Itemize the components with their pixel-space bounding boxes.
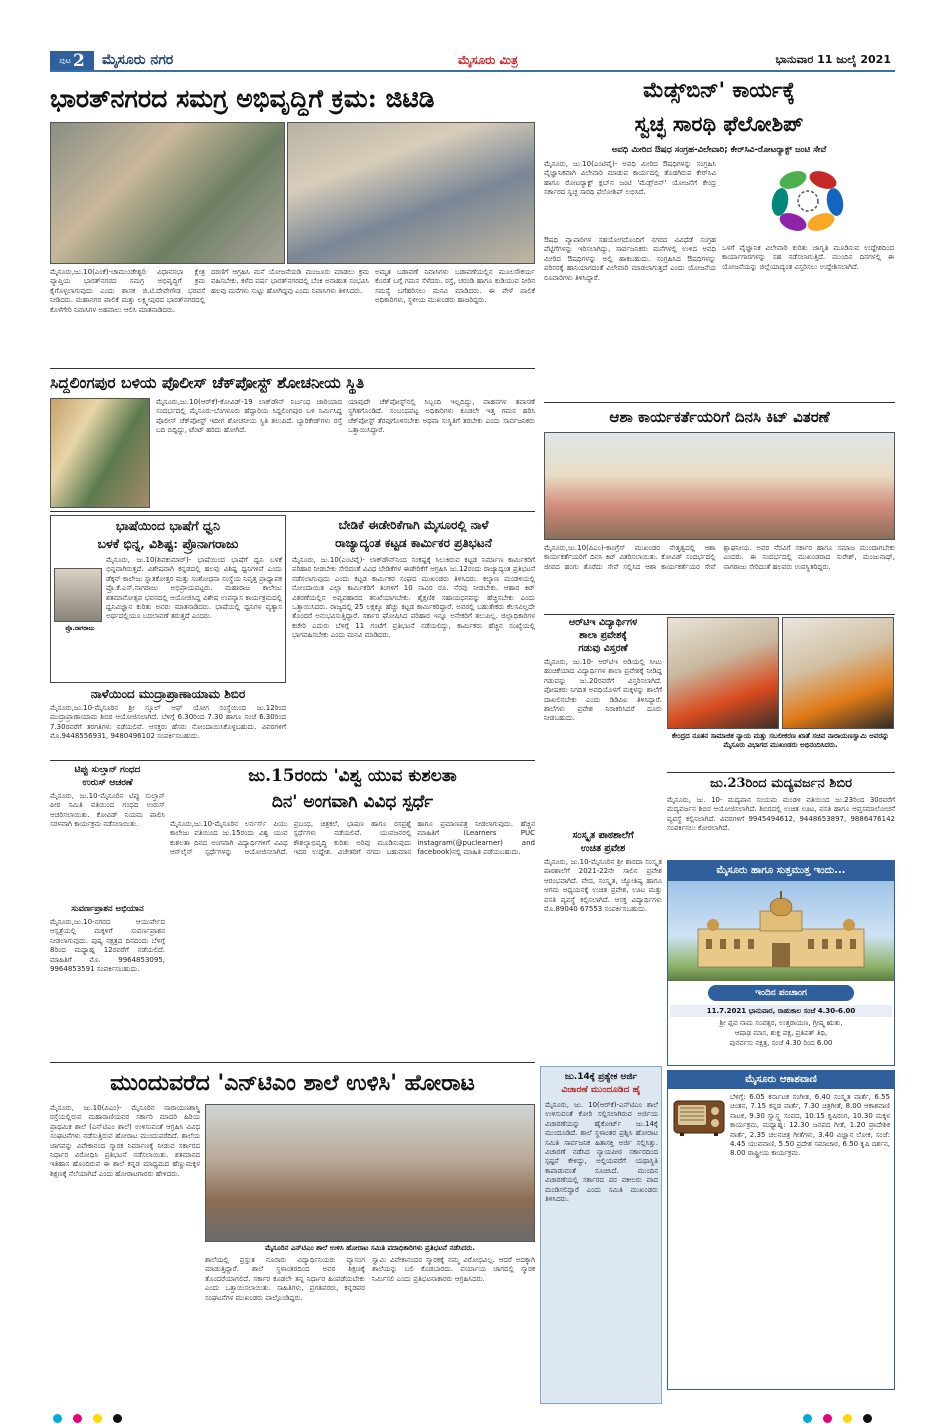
a3-box bbox=[50, 515, 286, 683]
a16-photo bbox=[205, 1104, 535, 1242]
a16-photo-caption: ಮೈಸೂರಿನ ಎನ್‌ಟಿಎಂ ಶಾಲೆ ಉಳಿಸಿ ಹೋರಾಟ ಸಮಿತಿ ಪದಾಧಿಕಾರಿಗಳು ಪ್ರತಿಭಟನೆ ನಡೆಸಿದರು. bbox=[265, 1244, 475, 1252]
a4-body: ಮೈಸೂರು,ಜು.10-ಮೈಸೂರಿನ ಶ್ರೀ ಸ್ಕೂಲ್ ಆಫ್ ಯೋಗ ಸಂಸ್ಥೆಯಿಂದ ಜು.12ರಿಂದ ಮುದ್ರಾಪ್ರಾಣಾಯಾಮ ಶಿಬಿರ ಆಯೋಜಿಸಲಾಗಿದೆ. ಬೆಳಿಗ್ಗೆ 6.30ರಿಂದ 7.30 ಹಾಗೂ ಸಂಜೆ 6.30ರಿಂದ 7.30ರವರೆಗೆ ತರಗತಿಗಳು ನಡೆಯಲಿವೆ. ಆಸಕ್ತರು ಹೆಸರು ನೋಂದಾಯಿಸಿಕೊಳ್ಳಬಹುದು. ವಿವರಗಳಿಗೆ ಮೊ.9448556931, 9480496102 ಸಂಪರ್ಕಿಸಬಹುದು. bbox=[50, 704, 286, 741]
a3-photo-caption: ಪ್ರೊ.ನಾಗರಾಜು bbox=[65, 625, 95, 632]
divider bbox=[50, 511, 535, 512]
divider bbox=[544, 402, 895, 403]
magenta-dot bbox=[73, 1414, 82, 1423]
radio-icon bbox=[672, 1095, 726, 1137]
a10-body: ಮೈಸೂರು, ಜು. 10- ಮದ್ಯಪಾನ ಸಂಯಮ ಮಂಡಳಿ ವತಿಯಿಂದ ಜು.23ರಿಂದ 30ರವರೆಗೆ ಮದ್ಯವರ್ಜನ ಶಿಬಿರ ಆಯೋಜಿಸಲಾಗಿದೆ. ಶಿಬಿರದಲ್ಲಿ ಉಚಿತ ಊಟ, ವಸತಿ ಹಾಗೂ ಆಪ್ತಸಮಾಲೋಚನೆ ವ್ಯವಸ್ಥೆ ಕಲ್ಪಿಸಲಾಗಿದೆ. ವಿವರಗಳಿಗೆ 9945494612, 9448653897, 9886476142 ಸಂಪರ್ಕಿಸಲು ಕೋರಲಾಗಿದೆ. bbox=[667, 796, 895, 833]
a7-body: ಮೈಸೂರು,ಜು.10(ಪಿಎಂ)-ಕಾಂಗ್ರೆಸ್ ಮುಖಂಡರ ನೇತೃತ್ವದಲ್ಲಿ ಆಶಾ ಕಾರ್ಯಕರ್ತೆಯರಿಗೆ ದಿನಸಿ ಕಿಟ್ ವಿತರಿಸಲಾಯಿತು. ಕೋವಿಡ್ ಸಂದರ್ಭದಲ್ಲಿ ಜೀವದ ಹಂಗು ತೊರೆದು ಸೇವೆ ಸಲ್ಲಿಸಿದ ಆಶಾ ಕಾರ್ಯಕರ್ತೆಯರ ಸೇವೆ ಶ್ಲಾಘನೀಯ. ಅವರ ನೆರವಿಗೆ ಸರ್ಕಾರ ಹಾಗೂ ಸಮಾಜ ಮುಂದಾಗಬೇಕು ಎಂದರು. ಈ ಸಂದರ್ಭದಲ್ಲಿ ಮುಖಂಡರಾದ ಸುರೇಶ್, ಮಂಜುನಾಥ್, ನಾಗರಾಜು ಸೇರಿದಂತೆ ಹಲವರು ಉಪಸ್ಥಿತರಿದ್ದರು. bbox=[544, 544, 895, 571]
a17-box bbox=[540, 1066, 662, 1404]
today-box bbox=[667, 860, 895, 1066]
a9-photo-right bbox=[782, 617, 894, 729]
a17-headline-l1: ಜು.14ಕ್ಕೆ ಪ್ರತ್ಯೇಕ ಅರ್ಜಿ bbox=[564, 1072, 638, 1082]
a3-portrait bbox=[54, 568, 102, 622]
divider bbox=[667, 772, 895, 773]
a3-headline-l2: ಬಳಕೆ ಭಿನ್ನ, ವಿಶಿಷ್ಟ: ಪ್ರೊನಾಗರಾಜು bbox=[97, 536, 239, 551]
a8-body: ಮೈಸೂರು, ಜು.10- ಆರ್‌ಟಿಇ ಅಡಿಯಲ್ಲಿ ಸೀಟು ಹಂಚಿಕೆಯಾದ ವಿದ್ಯಾರ್ಥಿಗಳ ಶಾಲಾ ಪ್ರವೇಶಕ್ಕೆ ನೀಡಿದ್ದ ಗಡುವನ್ನು ಜು.20ರವರೆಗೆ ವಿಸ್ತರಿಸಲಾಗಿದೆ. ಪೋಷಕರು ನಿಗದಿತ ಅವಧಿಯೊಳಗೆ ಮಕ್ಕಳನ್ನು ಶಾಲೆಗೆ ದಾಖಲಿಸಬೇಕು ಎಂದು ಡಿಡಿಪಿಐ ತಿಳಿಸಿದ್ದಾರೆ. ಶಾಲೆಗಳು ಪ್ರವೇಶ ನಿರಾಕರಿಸಿದರೆ ದೂರು ನೀಡಬಹುದು. bbox=[544, 658, 662, 723]
section-title: ಮೈಸೂರು ನಗರ bbox=[102, 52, 174, 68]
radio-set-icon bbox=[672, 1095, 726, 1137]
a17-headline-l2: ವಿಚಾರಣೆ ಮುಂದೂಡಿದ ಹೈ bbox=[561, 1085, 641, 1095]
registration-dots-left bbox=[50, 1408, 125, 1418]
a6-body-col1: ಮೈಸೂರು, ಜು.10(ಎಂಟಿವೈ)- ಅವಧಿ ಮೀರಿದ ಔಷಧಿಗಳನ್ನು ಸಂಗ್ರಹಿಸಿ ವೈಜ್ಞಾನಿಕವಾಗಿ ವಿಲೇವಾರಿ ಮಾಡುವ ಕಾರ್ಯದಲ್ಲಿ ತೊಡಗಿರುವ ಕೇರ್‌ಸಿವಿ ಹಾಗೂ ರೋಟರ್‍ಯಾಕ್ಟ್ ಕ್ಲಬ್‌ನ ಜಂಟಿ 'ಮೆಡ್ಸ್‌ಬಿನ್' ಯೋಜನೆಗೆ ಕೇಂದ್ರ ಸರ್ಕಾರದ ಸ್ವಚ್ಛ ಸಾರಥಿ ಫೆಲೋಶಿಪ್ ಲಭಿಸಿದೆ. bbox=[544, 160, 716, 197]
page-number: 2 bbox=[72, 50, 85, 71]
a8-headline-l3: ಗಡುವು ವಿಸ್ತರಣೆ bbox=[578, 643, 628, 654]
page-date: ಭಾನುವಾರ 11 ಜುಲೈ 2021 bbox=[775, 53, 891, 66]
a1-photo-left bbox=[50, 122, 285, 264]
panchanga-line3: ಆಷಾಢ ಮಾಸ, ಶುಕ್ಲ ಪಕ್ಷ, ಪ್ರತಿಪತ್ ತಿಥಿ, bbox=[734, 1029, 828, 1037]
page-label: ಪುಟ bbox=[59, 55, 71, 65]
divider bbox=[50, 368, 535, 369]
a10-headline: ಜು.23ರಿಂದ ಮದ್ಯವರ್ಜನ ಶಿಬಿರ bbox=[710, 776, 852, 791]
a11-body2: ಮೈಸೂರು,ಜು.10-ನಗರದ ಆಯುರ್ವೇದ ಆಸ್ಪತ್ರೆಯಲ್ಲಿ ಮಕ್ಕಳಿಗೆ ಸುವರ್ಣಪ್ರಾಶನ ನೀಡಲಾಗುವುದು. ಪುಷ್ಯ ನಕ್ಷತ್ರದ ದಿನದಂದು ಬೆಳಿಗ್ಗೆ 8ರಿಂದ ಮಧ್ಯಾಹ್ನ 12ರವರೆಗೆ ನಡೆಯಲಿದೆ. ಮಾಹಿತಿಗೆ ಮೊ. 9964853095, 9964853591 ಸಂಪರ್ಕಿಸಬಹುದು. bbox=[50, 918, 165, 974]
magenta-dot bbox=[823, 1414, 832, 1423]
a1-headline: ಭಾರತ್‌ನಗರದ ಸಮಗ್ರ ಅಭಿವೃದ್ಧಿಗೆ ಕ್ರಮ: ಜಿಟಿಡಿ bbox=[50, 84, 435, 113]
black-dot bbox=[113, 1414, 122, 1423]
registration-dots-right bbox=[800, 1408, 875, 1418]
divider bbox=[50, 1062, 535, 1063]
a17-body: ಮೈಸೂರು, ಜು. 10(ಆರ್‌ಕೆ)-ಎನ್‌ಟಿಎಂ ಶಾಲೆ ಉಳಿಸುವಂತೆ ಕೋರಿ ಸಲ್ಲಿಸಲಾಗಿರುವ ಅರ್ಜಿಯ ವಿಚಾರಣೆಯನ್ನು ಹೈಕೋರ್ಟ್ ಜು.14ಕ್ಕೆ ಮುಂದೂಡಿದೆ. ಶಾಲೆ ಸ್ಥಳಾಂತರ ಪ್ರಶ್ನಿಸಿ ಹೋರಾಟ ಸಮಿತಿ ಸಾರ್ವಜನಿಕ ಹಿತಾಸಕ್ತಿ ಅರ್ಜಿ ಸಲ್ಲಿಸಿತ್ತು. ವಿಚಾರಣೆ ನಡೆಸಿದ ನ್ಯಾಯಪೀಠ ಸರ್ಕಾರದಿಂದ ಸ್ಪಷ್ಟನೆ ಕೇಳಿದ್ದು, ಅಲ್ಲಿಯವರೆಗೆ ಯಥಾಸ್ಥಿತಿ ಕಾಪಾಡುವಂತೆ ಸೂಚಿಸಿದೆ. ಮುಂದಿನ ವಿಚಾರಣೆಯಲ್ಲಿ ಸರ್ಕಾರದ ಪರ ವಕೀಲರು ವಾದ ಮಂಡಿಸಲಿದ್ದಾರೆ ಎಂದು ಸಮಿತಿ ಮುಖಂಡರು ತಿಳಿಸಿದರು. bbox=[545, 1101, 658, 1204]
a7-photo bbox=[544, 432, 895, 540]
recycle-leaves-icon bbox=[733, 162, 883, 236]
a6-subhead: ಅವಧಿ ಮೀರಿದ ಔಷಧ ಸಂಗ್ರಹ-ವಿಲೇವಾರಿ; ಕೇರ್‌ಸಿವಿ-ರೋಟರ್‍ಯಾಕ್ಟ್ ಜಂಟಿ ಸೇವೆ bbox=[611, 145, 827, 155]
a6-logo bbox=[722, 160, 894, 238]
a2-photo bbox=[50, 398, 150, 508]
a11-subhead: ಸುವರ್ಣಪ್ರಾಶನ ಅಭಿಯಾನ bbox=[71, 904, 144, 914]
a6-body-col2: ಔಷಧಿ ವ್ಯಾಪಾರಿಗಳ ಸಹಯೋಗದೊಂದಿಗೆ ನಗರದ ವಿವಿಧೆಡೆ ಸಂಗ್ರಹ ಪೆಟ್ಟಿಗೆಗಳನ್ನು ಇರಿಸಲಾಗಿದ್ದು, ಸಾರ್ವಜನಿಕರು ಮನೆಗಳಲ್ಲಿ ಉಳಿದ ಅವಧಿ ಮೀರಿದ ಔಷಧಿಗಳನ್ನು ಅಲ್ಲಿ ಹಾಕಬಹುದು. ಸಂಗ್ರಹಿಸಿದ ಔಷಧಿಗಳನ್ನು ಪರಿಸರಕ್ಕೆ ಹಾನಿಯಾಗದಂತೆ ವಿಲೇವಾರಿ ಮಾಡಲಾಗುತ್ತದೆ ಎಂದು ಯೋಜನೆಯ ರೂವಾರಿಗಳು ತಿಳಿಸಿದ್ದಾರೆ. bbox=[544, 236, 716, 282]
a12-headline-l2: ದಿನ' ಅಂಗವಾಗಿ ವಿವಿಧ ಸ್ಪರ್ಧೆ bbox=[271, 792, 434, 812]
a12-headline-l1: ಜು.15ರಂದು 'ವಿಶ್ವ ಯುವ ಕುಶಲತಾ bbox=[248, 766, 457, 786]
a6-body-col3: ಒಳಗೆ ವೈಜ್ಞಾನಿಕ ವಿಲೇವಾರಿ ಕುರಿತು ಜಾಗೃತಿ ಮೂಡಿಸುವ ಉದ್ದೇಶದಿಂದ ಕಾರ್ಯಾಗಾರಗಳನ್ನು ಸಹ ನಡೆಸಲಾಗುತ್ತಿದೆ. ಮುಂದಿನ ದಿನಗಳಲ್ಲಿ ಈ ಯೋಜನೆಯನ್ನು ಜಿಲ್ಲೆಯಾದ್ಯಂತ ವಿಸ್ತರಿಸಲು ಉದ್ದೇಶಿಸಲಾಗಿದೆ. bbox=[722, 244, 894, 271]
divider bbox=[50, 760, 535, 761]
radio-body: ಬೆಳಿಗ್ಗೆ: 6.05 ಕರ್ನಾಟಕ ಸಂಗೀತ, 6.40 ಸಂಸ್ಕೃತ ವಾರ್ತೆ, 6.55 ಚಿಂತನ, 7.15 ಕನ್ನಡ ವಾರ್ತೆ, 7.30 ಚಿತ್ರಗೀತೆ, 8.00 ಆಕಾಶವಾಣಿ ನಾಟಕ, 9.30 ಸ್ವಾಸ್ಥ್ಯ ಸಂಪದ, 10.15 ಕೃಷಿರಂಗ, 10.30 ಮಕ್ಕಳ ಕಾರ್ಯಕ್ರಮ, ಮಧ್ಯಾಹ್ನ: 12.30 ಜನಪದ ಗೀತೆ, 1.20 ಪ್ರಾದೇಶಿಕ ವಾರ್ತೆ, 2.35 ಚಲನಚಿತ್ರ ಗೀತೆಗಳು, 3.40 ವಿಜ್ಞಾನ ಲೋಕ, ಸಂಜೆ: 4.45 ಯುವವಾಣಿ, 5.50 ಪ್ರದೇಶ ಸಮಾಚಾರ, 6.50 ಕೃಷಿ ದರ್ಶನ, 8.00 ರಾಷ್ಟ್ರೀಯ ಕಾರ್ಯಕ್ರಮ. bbox=[730, 1093, 890, 1158]
a2-body-col1: ಮೈಸೂರು,ಜು.10(ಆರ್‌ಕೆ)-ಕೋವಿಡ್-19 ಲಾಕ್‌ಡೌನ್ ನಿರ್ಬಂಧ ಜಾರಿಯಾದ ಸಂದರ್ಭದಲ್ಲಿ ಮೈಸೂರು-ಬೆಂಗಳೂರು ಹೆದ್ದಾರಿಯ ಸಿದ್ದಲಿಂಗಪುರ ಬಳಿ ನಿರ್ಮಿಸಿದ್ದ ಪೊಲೀಸ್ ಚೆಕ್‌ಪೋಸ್ಟ್ ಇದೀಗ ಶೋಚನೀಯ ಸ್ಥಿತಿ ತಲುಪಿದೆ. ಬ್ಯಾರಿಕೇಡ್‌ಗಳು ರಸ್ತೆ ಬದಿ ಬಿದ್ದಿದ್ದು, ಟೆಂಟ್ ಹರಿದು ಹೋಗಿದೆ. bbox=[156, 398, 342, 435]
a13-headline-l2: ಉಚಿತ ಪ್ರವೇಶ bbox=[580, 843, 626, 854]
a2-headline: ಸಿದ್ದಲಿಂಗಪುರ ಬಳಿಯ ಪೊಲೀಸ್ ಚೆಕ್‌ಪೋಸ್ಟ್ ಶೋಚನೀಯ ಸ್ಥಿತಿ bbox=[50, 373, 365, 392]
yellow-dot bbox=[93, 1414, 102, 1423]
panchanga-date-line: 11.7.2021 ಭಾನುವಾರ, ರಾಹುಕಾಲ ಸಂಜೆ 4.30-6.00 bbox=[670, 1005, 892, 1017]
a13-headline-l1: ಸಂಸ್ಕೃತ ಪಾಠಶಾಲೆಗೆ bbox=[572, 830, 634, 841]
a1-body-col1: ಮೈಸೂರು,ಜು.10(ಎಂಕೆ)-ಚಾಮುಂಡೇಶ್ವರಿ ವಿಧಾನಸಭಾ ಕ್ಷೇತ್ರ ವ್ಯಾಪ್ತಿಯ ಭಾರತ್‌ನಗರದ ಸಮಗ್ರ ಅಭಿವೃದ್ಧಿಗೆ ಕ್ರಮ ಕೈಗೊಳ್ಳಲಾಗುವುದು ಎಂದು ಶಾಸಕ ಜಿ.ಟಿ.ದೇವೇಗೌಡ ಭರವಸೆ ನೀಡಿದರು. ಮಹಾನಗರ ಪಾಲಿಕೆ ಮತ್ತು ಲಕ್ಷ್ಮೀಪುರದ ಭಾರತ್‌ನಗರದಲ್ಲಿ ಕೊಳೆಗೇರಿ ನಿವಾಸಿಗಳ ಅಹವಾಲು ಆಲಿಸಿ ಮಾತನಾಡಿದರು. bbox=[50, 268, 205, 314]
a1-body-col2: ದರಣಿಗೆ ಆಗ್ರಹಿಸಿ ಮನೆ ಯೋಜನೆಯಡಿ ಮಂಜೂರು ಮಾಡಲು ಕ್ರಮ ವಹಿಸಬೇಕು. ಕಳೆದ ವರ್ಷ ಭಾರತ್‌ನಗರದಲ್ಲಿ ಬೆಂಕಿ ಅನಾಹುತ ಸಂಭವಿಸಿ ಹಲವು ಮನೆಗಳು ಸುಟ್ಟು ಹೋಗಿದ್ದವು ಎಂದು ನಿವಾಸಿಗಳು ತಿಳಿಸಿದರು. bbox=[211, 268, 369, 295]
a8-headline-l2: ಶಾಲಾ ಪ್ರವೇಶಕ್ಕೆ bbox=[579, 630, 627, 641]
a13-body: ಮೈಸೂರು, ಜು.10-ಮೈಸೂರಿನ ಶ್ರೀ ಶಾರದಾ ಸಂಸ್ಕೃತ ಪಾಠಶಾಲೆಗೆ 2021-22ನೇ ಸಾಲಿನ ಪ್ರವೇಶ ಆರಂಭವಾಗಿದೆ. ವೇದ, ಸಂಸ್ಕೃತ, ಜ್ಯೋತಿಷ್ಯ ಹಾಗೂ ಆಗಮ ಅಧ್ಯಯನಕ್ಕೆ ಉಚಿತ ಪ್ರವೇಶ, ಊಟ ಮತ್ತು ವಸತಿ ವ್ಯವಸ್ಥೆ ಕಲ್ಪಿಸಲಾಗಿದೆ. ಆಸಕ್ತ ವಿದ್ಯಾರ್ಥಿಗಳು ಮೊ.89040 67553 ಸಂಪರ್ಕಿಸಬಹುದು. bbox=[544, 858, 662, 914]
a1-photo-right bbox=[287, 122, 535, 264]
a4-headline: ನಾಳೆಯಿಂದ ಮುದ್ರಾಪ್ರಾಣಾಯಾಮ ಶಿಬಿರ bbox=[90, 687, 246, 701]
a8-headline-l1: ಆರ್‌ಟಿಇ ವಿದ್ಯಾರ್ಥಿಗಳ bbox=[568, 617, 638, 628]
radio-box-title: ಮೈಸೂರು ಆಕಾಶವಾಣಿ bbox=[668, 1071, 894, 1089]
a5-headline-l2: ರಾಜ್ಯಾದ್ಯಂತ ಕಟ್ಟಡ ಕಾರ್ಮಿಕರ ಪ್ರತಿಭಟನೆ bbox=[335, 536, 492, 550]
a11-body1: ಮೈಸೂರು, ಜು.10-ಮೈಸೂರಿನ ಟಿಪ್ಪು ಸುಲ್ತಾನ್ ಪೀಠ ಸಮಿತಿ ವತಿಯಿಂದ ಗಂಧದ ಉರುಸ್ ಆಚರಿಸಲಾಯಿತು. ಕೋವಿಡ್ ನಿಯಮ ಪಾಲಿಸಿ ಸರಳವಾಗಿ ಕಾರ್ಯಕ್ರಮ ನಡೆಸಲಾಯಿತು. bbox=[50, 792, 165, 829]
divider bbox=[544, 614, 895, 615]
radio-box bbox=[667, 1070, 895, 1390]
a9-photo-left bbox=[667, 617, 779, 729]
a1-body-col3: ಅಮೃತ ಬಡಾವಣೆ ನಿವಾಸಿಗಳು ಬಡಾವಣೆಯಲ್ಲಿನ ಮೂಲಸೌಕರ್ಯ ಕೊರತೆ ಬಗ್ಗೆ ಗಮನ ಸೆಳೆದರು. ರಸ್ತೆ, ಚರಂಡಿ ಹಾಗೂ ಕುಡಿಯುವ ನೀರಿನ ಸಮಸ್ಯೆ ಬಗೆಹರಿಸಲು ಮನವಿ ಮಾಡಿದರು. ಈ ವೇಳೆ ಪಾಲಿಕೆ ಅಧಿಕಾರಿಗಳು, ಸ್ಥಳೀಯ ಮುಖಂಡರು ಹಾಜರಿದ್ದರು. bbox=[375, 268, 535, 305]
palace-illustration bbox=[668, 881, 894, 981]
black-dot bbox=[863, 1414, 872, 1423]
a16-body-col2: ಶಾಲೆಯಲ್ಲಿ ಪ್ರಸ್ತುತ ನೂರಾರು ವಿದ್ಯಾರ್ಥಿನಿಯರು ವ್ಯಾಸಂಗ ಮಾಡುತ್ತಿದ್ದಾರೆ. ಶಾಲೆ ಸ್ಥಳಾಂತರದಿಂದ ಅವರ ಶಿಕ್ಷಣಕ್ಕೆ ತೊಂದರೆಯಾಗಲಿದೆ. ಸರ್ಕಾರ ಕೂಡಲೇ ತನ್ನ ನಿರ್ಧಾರ ಹಿಂಪಡೆಯಬೇಕು ಎಂದು ಒತ್ತಾಯಿಸಲಾಯಿತು. ಸಾಹಿತಿಗಳು, ಪ್ರಗತಿಪರರು, ಕನ್ನಡಪರ ಸಂಘಟನೆಗಳ ಮುಖಂಡರು ಪಾಲ್ಗೊಂಡಿದ್ದರು. bbox=[205, 1256, 365, 1302]
a3-body: ಮೈಸೂರು, ಜು.10(ಶಿವಕುಮಾರ್)- ಭಾಷೆಯಿಂದ ಭಾಷೆಗೆ ಧ್ವನಿ ಬಳಕೆ ಭಿನ್ನವಾಗಿರುತ್ತದೆ. ವಿಶೇಷವಾಗಿ ಕನ್ನಡದಲ್ಲಿ ಹಲವು ವಿಶಿಷ್ಟ ಧ್ವನಿಗಳಿವೆ ಎಂದು ಡೆಕ್ಕನ್ ಕಾಲೇಜು ಸ್ನಾತಕೋತ್ತರ ಮತ್ತು ಸಂಶೋಧನಾ ಸಂಸ್ಥೆಯ ನಿವೃತ್ತ ಪ್ರಾಧ್ಯಾಪಕ ಪ್ರೊ.ಕೆ.ಎಸ್.ನಾಗರಾಜು ಅಭಿಪ್ರಾಯಪಟ್ಟರು. ಮಹಾರಾಜ ಕಾಲೇಜು ಶತಮಾನೋತ್ಸವ ಭವನದಲ್ಲಿ ಆಯೋಜಿಸಿದ್ದ ವಿಶೇಷ ಉಪನ್ಯಾಸ ಕಾರ್ಯಕ್ರಮದಲ್ಲಿ ಧ್ವನಿವಿಜ್ಞಾನ ಕುರಿತು ಅವರು ಮಾತನಾಡಿದರು. ಭಾಷೆಯಲ್ಲಿ ಧ್ವನಿಗಳ ವ್ಯತ್ಯಾಸ ಅರ್ಥದಲ್ಲಿಯೂ ಬದಲಾವಣೆ ತರುತ್ತದೆ ಎಂದರು. bbox=[106, 556, 282, 621]
a9-photo-caption: ಕೇಂದ್ರದ ನೂತನ ಸಾಮಾಜಿಕ ನ್ಯಾಯ ಮತ್ತು ಸಬಲೀಕರಣ ಖಾತೆ ಸಚಿವ ನಾರಾಯಣಸ್ವಾಮಿ ಅವರನ್ನು ಮೈಸೂರು ವಿಭಾಗದ ಮುಖಂಡರು ಅಭಿನಂದಿಸಿದರು. bbox=[671, 732, 890, 749]
cyan-dot bbox=[803, 1414, 812, 1423]
page-number-badge bbox=[50, 51, 94, 70]
masthead-bar bbox=[50, 50, 895, 72]
today-box-title: ಮೈಸೂರು ಹಾಗೂ ಸುತ್ತಮುತ್ತ ಇಂದು... bbox=[668, 861, 894, 881]
a16-headline: ಮುಂದುವರೆದ 'ಎನ್‌ಟಿಎಂ ಶಾಲೆ ಉಳಿಸಿ' ಹೋರಾಟ bbox=[110, 1070, 475, 1096]
a12-body: ಮೈಸೂರು,ಜು.10-ಮೈಸೂರಿನ ಲರ್ನರ್ಸ್ ಪಿಯು ಕಾಲೇಜು ವತಿಯಿಂದ ಜು.15ರಂದು ವಿಶ್ವ ಯುವ ಕುಶಲತಾ ದಿನದ ಅಂಗವಾಗಿ ವಿದ್ಯಾರ್ಥಿಗಳಿಗೆ ವಿವಿಧ ಆನ್‌ಲೈನ್ ಸ್ಪರ್ಧೆಗಳನ್ನು ಆಯೋಜಿಸಲಾಗಿದೆ. ಪ್ರಬಂಧ, ಚಿತ್ರಕಲೆ, ಭಾಷಣ ಹಾಗೂ ರಸಪ್ರಶ್ನೆ ಸ್ಪರ್ಧೆಗಳು ನಡೆಯಲಿವೆ. ಯುವಜನರಲ್ಲಿ ಕೌಶಲ್ಯಾಭಿವೃದ್ಧಿ ಕುರಿತು ಅರಿವು ಮೂಡಿಸುವುದು ಇದರ ಉದ್ದೇಶ. ವಿಜೇತರಿಗೆ ನಗದು ಬಹುಮಾನ ಹಾಗೂ ಪ್ರಮಾಣಪತ್ರ ನೀಡಲಾಗುವುದು. ಹೆಚ್ಚಿನ ಮಾಹಿತಿಗೆ (Learners PUC instagram(@puclearner) and facebook)ನಲ್ಲಿ ಮಾಹಿತಿ ಪಡೆಯಬಹುದು. bbox=[170, 820, 535, 857]
a6-headline-l2: ಸ್ವಚ್ಛ ಸಾರಥಿ ಫೆಲೋಶಿಪ್ bbox=[634, 111, 804, 136]
a2-body-col2: ಯಾವುದೇ ಚೆಕ್‌ಪೋಸ್ಟ್‌ನಲ್ಲಿ ಸಿಬ್ಬಂದಿ ಇಲ್ಲದಿದ್ದು, ವಾಹನಗಳ ತಪಾಸಣೆ ಸ್ಥಗಿತಗೊಂಡಿದೆ. ಸಂಬಂಧಪಟ್ಟ ಅಧಿಕಾರಿಗಳು ಕೂಡಲೇ ಇತ್ತ ಗಮನ ಹರಿಸಿ ಚೆಕ್‌ಪೋಸ್ಟ್ ತೆರವುಗೊಳಿಸಬೇಕು ಅಥವಾ ಸುಸ್ಥಿತಿಗೆ ತರಬೇಕು ಎಂದು ಸಾರ್ವಜನಿಕರು ಒತ್ತಾಯಿಸಿದ್ದಾರೆ. bbox=[348, 398, 535, 435]
cyan-dot bbox=[53, 1414, 62, 1423]
yellow-dot bbox=[843, 1414, 852, 1423]
a3-headline-l1: ಭಾಷೆಯಿಂದ ಭಾಷೆಗೆ ಧ್ವನಿ bbox=[115, 518, 221, 533]
a11-headline-l2: ಉರುಸ್ ಆಚರಣೆ bbox=[82, 778, 133, 788]
a16-body-col1: ಮೈಸೂರು, ಜು.10(ಪಿಎಂ)- ಮೈಸೂರಿನ ನಾರಾಯಣಶಾಸ್ತ್ರಿ ರಸ್ತೆಯಲ್ಲಿರುವ ಮಹಾರಾಣಿಯವರ ಸರ್ಕಾರಿ ಮಾದರಿ ಹಿರಿಯ ಪ್ರಾಥಮಿಕ ಶಾಲೆ (ಎನ್‌ಟಿಎಂ ಶಾಲೆ) ಉಳಿಸುವಂತೆ ಆಗ್ರಹಿಸಿ ವಿವಿಧ ಸಂಘಟನೆಗಳು ನಡೆಸುತ್ತಿರುವ ಹೋರಾಟ ಮುಂದುವರೆದಿದೆ. ಶಾಲೆಯ ಜಾಗವನ್ನು ವಿವೇಕಾನಂದ ಸ್ಮಾರಕ ನಿರ್ಮಾಣಕ್ಕೆ ನೀಡುವ ಸರ್ಕಾರದ ನಿರ್ಧಾರ ವಿರೋಧಿಸಿ ಪ್ರತಿಭಟನೆ ನಡೆಸಲಾಯಿತು. ಶತಮಾನದ ಇತಿಹಾಸ ಹೊಂದಿರುವ ಈ ಶಾಲೆ ಕನ್ನಡ ಮಾಧ್ಯಮದ ಹೆಣ್ಣುಮಕ್ಕಳ ಶಿಕ್ಷಣಕ್ಕೆ ನೆಲೆಯಾಗಿದೆ ಎಂದು ಹೋರಾಟಗಾರರು ಹೇಳಿದರು. bbox=[50, 1104, 200, 1178]
panchanga-line2: ಶ್ರೀ ಪ್ಲವ ನಾಮ ಸಂವತ್ಸರ, ಉತ್ತರಾಯಣ, ಗ್ರೀಷ್ಮ ಋತು, bbox=[719, 1019, 843, 1027]
paper-name: ಮೈಸೂರು ಮಿತ್ರ bbox=[458, 53, 518, 67]
panchanga-line4: ಪುನರ್ವಸು ನಕ್ಷತ್ರ, ಸಂಜೆ 4.30 ರಿಂದ 6.00 bbox=[729, 1039, 833, 1047]
palace-icon bbox=[668, 881, 894, 981]
panchanga-title: ಇಂದಿನ ಪಂಚಾಂಗ bbox=[708, 985, 854, 1001]
a6-headline-l1: ಮೆಡ್ಸ್‌ಬಿನ್' ಕಾರ್ಯಕ್ಕೆ bbox=[643, 77, 795, 102]
a5-body: ಮೈಸೂರು, ಜು.10(ಎಂಟಿವೈ)- ಲಾಕ್‌ಡೌನ್‌ನಿಂದ ಸಂಕಷ್ಟಕ್ಕೆ ಸಿಲುಕಿರುವ ಕಟ್ಟಡ ನಿರ್ಮಾಣ ಕಾರ್ಮಿಕರಿಗೆ ಪರಿಹಾರ ನೀಡಬೇಕು ಸೇರಿದಂತೆ ವಿವಿಧ ಬೇಡಿಕೆಗಳ ಈಡೇರಿಕೆಗೆ ಆಗ್ರಹಿಸಿ ಜು.12ರಂದು ರಾಜ್ಯಾದ್ಯಂತ ಪ್ರತಿಭಟನೆ ನಡೆಸಲಾಗುವುದು ಎಂದು ಕಟ್ಟಡ ಕಾರ್ಮಿಕರ ಸಂಘದ ಮುಖಂಡರು ತಿಳಿಸಿದರು. ಕಲ್ಯಾಣ ಮಂಡಳಿಯಲ್ಲಿ ನೋಂದಾಯಿತ ಎಲ್ಲಾ ಕಾರ್ಮಿಕರಿಗೆ ತಿಂಗಳಿಗೆ 10 ಸಾವಿರ ರೂ. ನೆರವು ನೀಡಬೇಕು. ಆಹಾರ ಕಿಟ್ ವಿತರಣೆಯಲ್ಲಿನ ಅವ್ಯವಹಾರದ ತನಿಖೆಯಾಗಬೇಕು. ಶೈಕ್ಷಣಿಕ ಸಹಾಯಧನವನ್ನು ಹೆಚ್ಚಿಸಬೇಕು ಎಂದು ಒತ್ತಾಯಿಸಿದರು. ರಾಜ್ಯದಲ್ಲಿ 25 ಲಕ್ಷಕ್ಕೂ ಹೆಚ್ಚು ಕಟ್ಟಡ ಕಾರ್ಮಿಕರಿದ್ದಾರೆ. ಅವರಲ್ಲಿ ಬಹುತೇಕರು ಕೆಲಸವಿಲ್ಲದೇ ತೊಂದರೆ ಅನುಭವಿಸುತ್ತಿದ್ದಾರೆ. ಸರ್ಕಾರ ಘೋಷಿಸಿದ ಪರಿಹಾರ ಇನ್ನೂ ಅನೇಕರಿಗೆ ತಲುಪಿಲ್ಲ. ಜಿಲ್ಲಾಧಿಕಾರಿಗಳ ಕಚೇರಿ ಎದುರು ಬೆಳಿಗ್ಗೆ 11 ಗಂಟೆಗೆ ಪ್ರತಿಭಟನೆ ನಡೆಯಲಿದ್ದು, ಕಾರ್ಮಿಕರು ಹೆಚ್ಚಿನ ಸಂಖ್ಯೆಯಲ್ಲಿ ಭಾಗವಹಿಸಬೇಕು ಎಂದು ಮನವಿ ಮಾಡಿದರು. bbox=[292, 556, 535, 640]
a16-body-col3: ಸ್ವಾಮಿ ವಿವೇಕಾನಂದರ ಸ್ಮಾರಕಕ್ಕೆ ನಮ್ಮ ವಿರೋಧವಿಲ್ಲ. ಆದರೆ ಅದಕ್ಕಾಗಿ ಶಾಲೆಯನ್ನು ಬಲಿ ಕೊಡಬಾರದು. ಪರ್ಯಾಯ ಜಾಗದಲ್ಲಿ ಸ್ಮಾರಕ ನಿರ್ಮಿಸಲಿ ಎಂದು ಪ್ರತಿಭಟನಾಕಾರರು ಆಗ್ರಹಿಸಿದರು. bbox=[372, 1256, 535, 1283]
a5-headline-l1: ಬೇಡಿಕೆ ಈಡೇರಿಕೆಗಾಗಿ ಮೈಸೂರಲ್ಲಿ ನಾಳೆ bbox=[338, 518, 489, 532]
a11-headline-l1: ಟಿಪ್ಪು ಸುಲ್ತಾನ್ ಗಂಧದ bbox=[74, 765, 141, 775]
a7-headline: ಆಶಾ ಕಾರ್ಯಕರ್ತೆಯರಿಗೆ ದಿನಸಿ ಕಿಟ್ ವಿತರಣೆ bbox=[609, 408, 830, 426]
